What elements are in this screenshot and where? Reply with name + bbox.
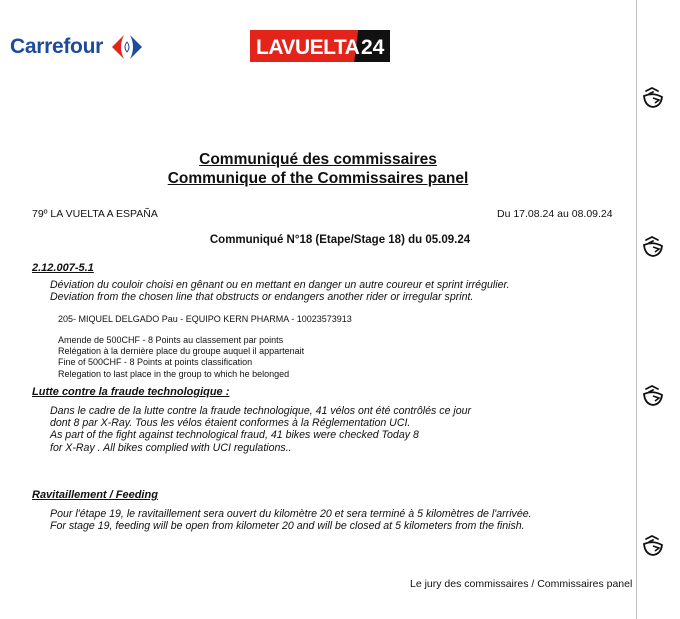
paragraph-line: For stage 19, feeding will be open from kilometer 20 and will be closed at 5 kilometers from the finish. <box>50 520 525 533</box>
cyclist-helmet-icon <box>640 86 666 110</box>
penalty-line: Amende de 500CHF - 8 Points au classement par points <box>58 335 284 345</box>
paragraph-line: Déviation du couloir choisi en gênant ou en mettant en danger un autre coureur et sprint irrégulier. <box>50 279 510 291</box>
title-english: Communique of the Commissaires panel <box>167 170 469 187</box>
paragraph-line: dont 8 par X-Ray. Tous les vélos étaient conformes à la Réglementation UCI. <box>50 417 411 430</box>
race-dates: Du 17.08.24 au 08.09.24 <box>497 208 613 220</box>
race-name: 79º LA VUELTA A ESPAÑA <box>32 208 158 220</box>
paragraph-line: for X-Ray . All bikes complied with UCI regulations.. <box>50 441 292 454</box>
event-logo-year: 24 <box>361 36 385 59</box>
rider-line: 205- MIQUEL DELGADO Pau - EQUIPO KERN PHARMA - 10023573913 <box>58 314 352 324</box>
paragraph-line: Dans le cadre de la lutte contre la fraude technologique, 41 vélos ont été contrôlés ce jour <box>50 405 472 417</box>
cyclist-helmet-icon <box>640 534 666 558</box>
event-logo-text: LAVUELTA <box>256 36 360 59</box>
rule-heading: 2.12.007-5.1 <box>32 262 94 274</box>
feeding-heading: Ravitaillement / Feeding <box>32 489 158 501</box>
paragraph-line: As part of the fight against technological fraud, 41 bikes were checked Today 8 <box>50 429 419 442</box>
event-logo <box>250 30 390 62</box>
carrefour-mark-icon <box>109 33 145 61</box>
penalty-line: Fine of 500CHF - 8 Points at points classification <box>58 357 253 368</box>
signature: Le jury des commissaires / Commissaires panel <box>410 578 633 590</box>
page-edge <box>636 0 637 619</box>
sponsor-logo-text: Carrefour <box>10 35 103 58</box>
fraud-heading: Lutte contre la fraude technologique : <box>32 386 230 398</box>
penalty-line: Relegation to last place in the group to which he belonged <box>58 368 290 379</box>
penalty-line: Relégation à la dernière place du groupe auquel il appartenait <box>58 346 305 357</box>
communique-number: Communiqué N°18 (Etape/Stage 18) du 05.09.24 <box>209 234 471 246</box>
fraud-paragraph <box>50 405 471 454</box>
penalty-list <box>58 335 304 380</box>
feeding-paragraph <box>50 508 532 532</box>
title-french: Communiqué des commissaires <box>199 151 437 168</box>
paragraph-line: Pour l'étape 19, le ravitaillement sera ouvert du kilomètre 20 et sera terminé à 5 kilomètres de l'arrivée. <box>50 508 532 520</box>
cyclist-helmet-icon <box>640 384 666 408</box>
paragraph-line: Deviation from the chosen line that obstructs or endangers another rider or irregular sprint. <box>50 291 474 304</box>
rule-paragraph <box>50 279 510 303</box>
sponsor-logo <box>10 32 145 62</box>
